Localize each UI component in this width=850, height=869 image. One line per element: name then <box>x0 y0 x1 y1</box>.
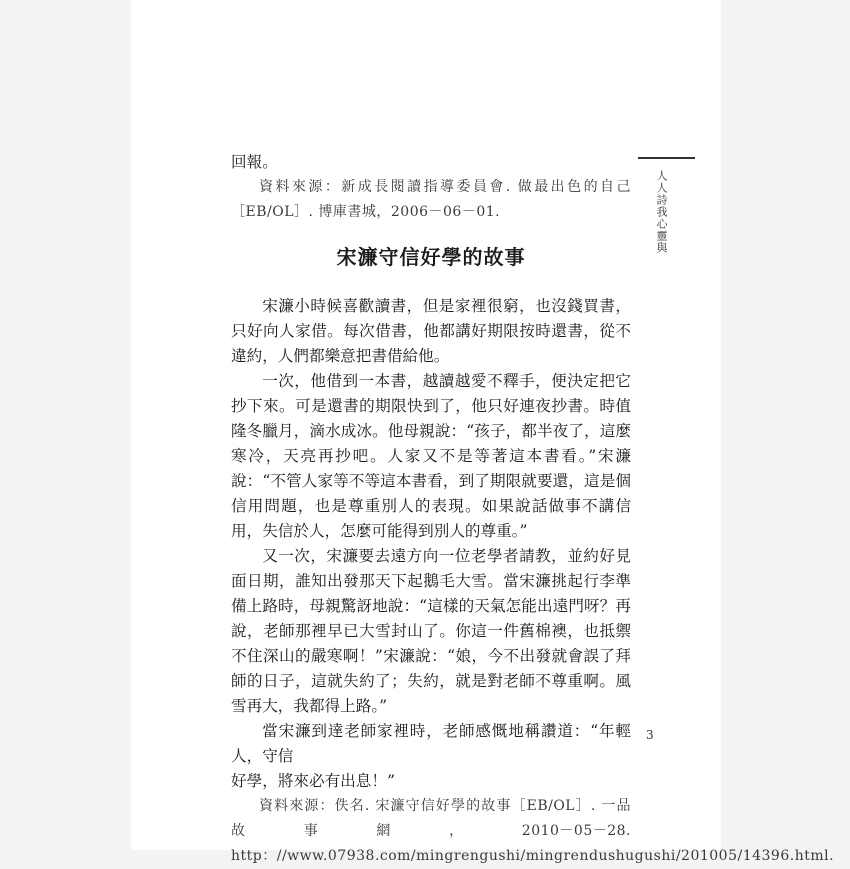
paragraph-closing: 好學，將來必有出息！” <box>231 772 395 790</box>
paragraph: 當宋濂到達老師家裡時，老師感慨地稱讚道：“年輕人，守信 <box>231 722 631 765</box>
side-label: 人人詩我心靈與 <box>655 170 668 254</box>
book-page <box>131 0 835 864</box>
story-source: 資料來源：佚名. 宋濂守信好學的故事［EB/OL］. 一品故事網，2010－05－28. http：//www.07938.com/mingrengushi/mingrendushugushi/201005/14396.html. <box>231 798 835 864</box>
paragraph: 宋濂小時候喜歡讀書，但是家裡很窮，也沒錢買書，只好向人家借。每次借書，他都講好期限按時還書，從不違約，人們都樂意把書借給他。 <box>231 297 631 365</box>
page-number: 3 <box>646 728 654 742</box>
story-title: 宋濂守信好學的故事 <box>336 245 526 269</box>
intro-tail: 回報。 <box>231 153 278 171</box>
paragraph: 又一次，宋濂要去遠方向一位老學者請教，並約好見面日期，誰知出發那天下起鵝毛大雪。當宋濂挑起行李準備上路時，母親驚訝地說：“這樣的天氣怎能出遠門呀？再說，老師那裡早已大雪封山了。你這一件舊棉襖，也抵禦不住深山的嚴寒啊！”宋濂說：“娘，今不出發就會誤了拜師的日子，這就失約了；失約，就是對老師不尊重啊。風雪再大，我都得上路。” <box>231 547 631 715</box>
intro-source: 資料來源：新成長閱讀指導委員會. 做最出色的自己［EB/OL］. 博庫書城，2006－06－01. <box>231 179 631 220</box>
side-rule <box>638 157 695 159</box>
paragraph: 一次，他借到一本書，越讀越愛不釋手，便決定把它抄下來。可是還書的期限快到了，他只好連夜抄書。時值隆冬臘月，滴水成冰。他母親說：“孩子，都半夜了，這麼寒冷，天亮再抄吧。人家又不是等著這本書看。”宋濂說：“不管人家等不等這本書看，到了期限就要還，這是個信用問題，也是尊重別人的表現。如果說話做事不講信用，失信於人，怎麼可能得到別人的尊重。” <box>231 372 631 540</box>
